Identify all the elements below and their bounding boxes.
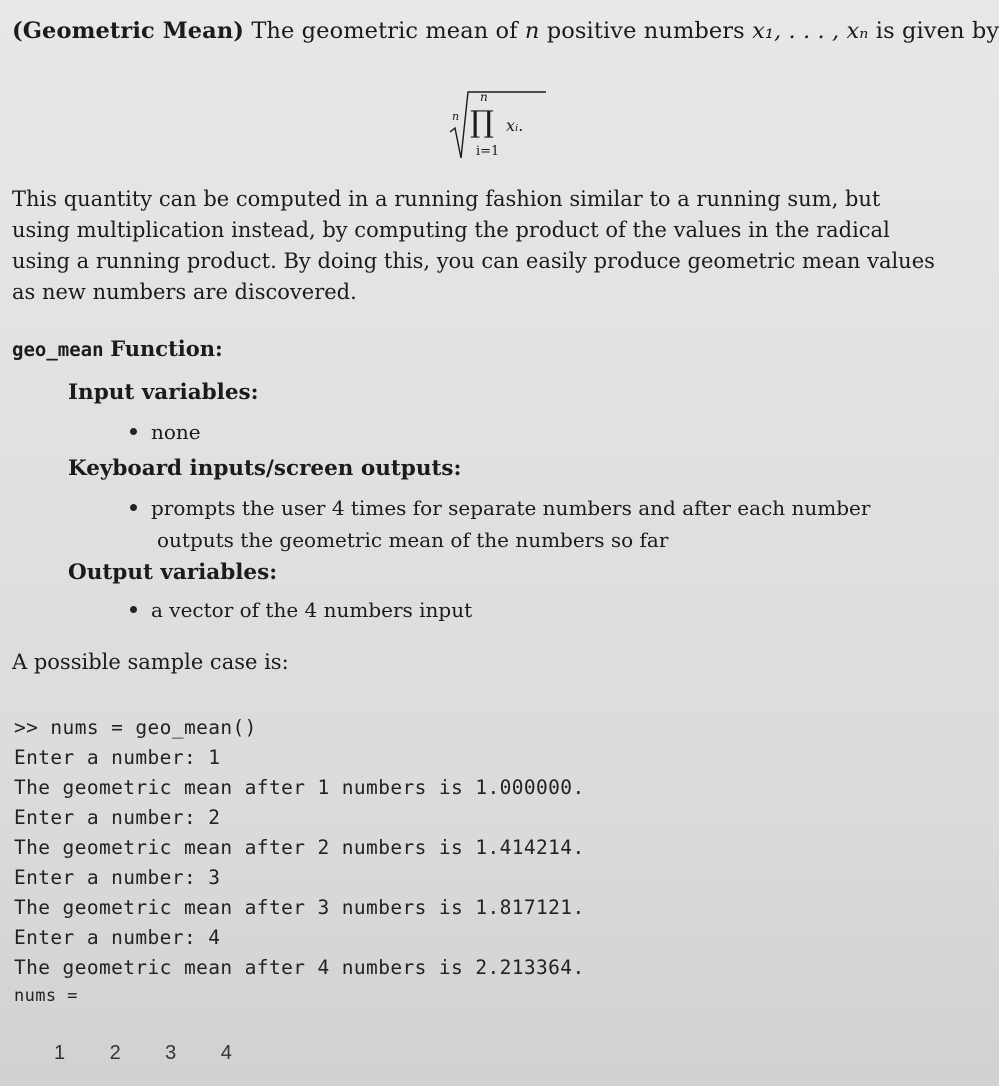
console-line: The geometric mean after 4 numbers is 2.213364.	[14, 956, 585, 979]
keyboard-io-heading: Keyboard inputs/screen outputs:	[68, 456, 462, 481]
sample-case-label: A possible sample case is:	[12, 650, 289, 674]
console-line: Enter a number: 2	[14, 806, 221, 829]
bullet-icon	[130, 428, 137, 435]
console-line: Enter a number: 1	[14, 746, 221, 769]
input-variable-item	[130, 420, 201, 444]
keyboard-io-item	[130, 496, 870, 520]
output-variable-text: a vector of the 4 numbers input	[151, 598, 473, 622]
output-vector	[54, 1042, 271, 1065]
console-line: nums =	[14, 986, 78, 1006]
output-variable-item	[130, 598, 472, 622]
paragraph-line: using a running product. By doing this, you can easily produce geometric mean values	[12, 249, 935, 273]
bullet-icon	[130, 504, 137, 511]
input-variables-heading: Input variables:	[68, 380, 259, 405]
console-line: The geometric mean after 3 numbers is 1.817121.	[14, 896, 585, 919]
console-line: The geometric mean after 1 numbers is 1.000000.	[14, 776, 585, 799]
vector-value: 2	[109, 1042, 121, 1064]
problem-title-text-3: is given by	[875, 18, 999, 44]
product-lower-limit: i=1	[476, 144, 500, 159]
output-variables-heading: Output variables:	[68, 560, 278, 585]
explanation-paragraph	[12, 184, 957, 308]
paragraph-line: as new numbers are discovered.	[12, 280, 357, 304]
vector-value: 3	[165, 1042, 177, 1064]
keyboard-io-text-line1: prompts the user 4 times for separate numbers and after each number	[151, 496, 871, 520]
vector-value: 4	[220, 1042, 232, 1064]
problem-title-text-1: The geometric mean of	[251, 18, 518, 44]
geometric-mean-formula	[446, 88, 556, 168]
root-index: n	[452, 110, 460, 123]
console-line: The geometric mean after 2 numbers is 1.414214.	[14, 836, 585, 859]
console-line: >> nums = geo_mean()	[14, 716, 257, 739]
function-heading-word: Function:	[110, 336, 223, 361]
var-list: x₁, . . . , xₙ	[752, 18, 869, 44]
problem-title	[12, 18, 999, 44]
problem-title-bold: (Geometric Mean)	[12, 18, 245, 44]
function-code-name: geo_mean	[12, 339, 104, 361]
console-line: Enter a number: 4	[14, 926, 221, 949]
product-upper-limit: n	[480, 90, 488, 104]
bullet-icon	[130, 606, 137, 613]
vector-value: 1	[54, 1042, 66, 1064]
console-line: Enter a number: 3	[14, 866, 221, 889]
paragraph-line: using multiplication instead, by computing the product of the values in the radical	[12, 218, 890, 242]
var-n: n	[524, 18, 540, 44]
function-heading	[12, 336, 223, 361]
paragraph-line: This quantity can be computed in a running fashion similar to a running sum, but	[12, 187, 881, 211]
problem-title-text-2: positive numbers	[546, 18, 745, 44]
input-variable-text: none	[151, 420, 201, 444]
keyboard-io-item-continued: outputs the geometric mean of the numbers so far	[157, 528, 669, 552]
product-term: xᵢ.	[506, 116, 524, 135]
radical-sign	[446, 88, 556, 168]
product-symbol: ∏	[470, 105, 494, 140]
